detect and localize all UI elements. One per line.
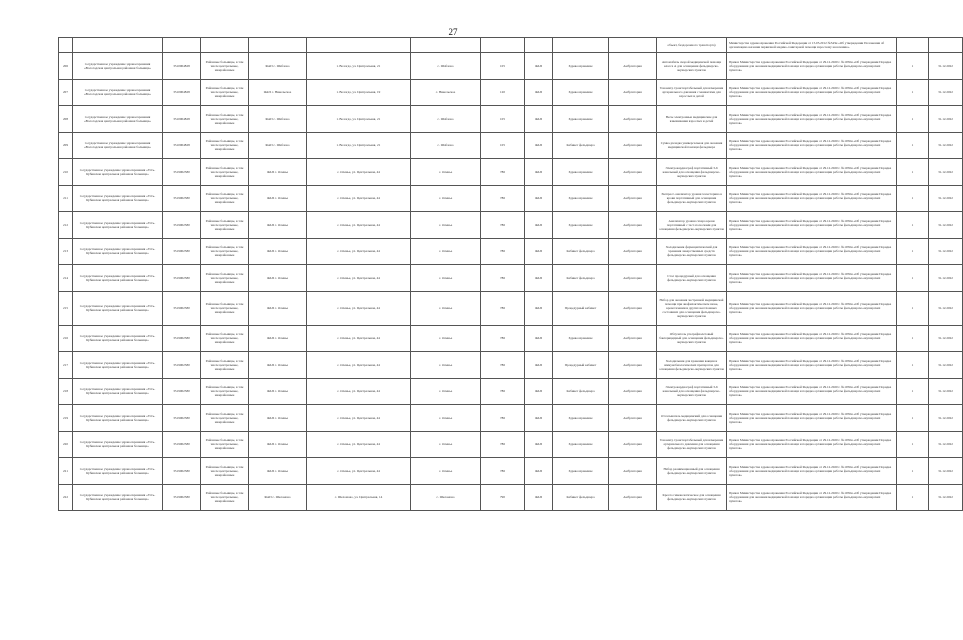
cell-address: с. Оленье, ул. Центральная, 44: [307, 185, 411, 212]
cell-settlement: с. Оленье: [411, 378, 481, 405]
table-row: [59, 106, 963, 133]
cell-date: 31.12.2022: [929, 265, 963, 292]
cell-law: Приказ Министерства здравоохранения Российской Федерации от 29.12.2020 г. №1056н «Об утверждении Порядка оборудования для оказания медицинской помощи и порядка организации работы фельдшерско-акушерских пунктов»: [727, 431, 897, 458]
cell-law: Приказ Министерства здравоохранения Российской Федерации от 29.12.2020 г. №1056н «Об утверждении Порядка оборудования для оказания медицинской помощи и порядка организации работы фельдшерско-акушерских пунктов»: [727, 458, 897, 485]
cell-quantity: 1: [897, 79, 929, 106]
cell-date: 31.12.2022: [929, 458, 963, 485]
cell-unit: ФАП с. Шеломово: [249, 484, 307, 511]
cell-inn: 3519002580: [163, 159, 201, 186]
table-row: [59, 325, 963, 352]
cell-inn: 3510004828: [163, 132, 201, 159]
cell-organization: государственное учреждение здравоохранения «Усть-Кубинская центральная районная больница»: [73, 159, 163, 186]
cell-kind: ФАП: [525, 132, 553, 159]
cell-population: 786: [481, 185, 525, 212]
cell-organization: государственное учреждение здравоохранения «Вологодская центральная районная больница»: [73, 132, 163, 159]
cell-unit: ФАП с. Оленье: [249, 291, 307, 325]
table-row: [59, 431, 963, 458]
cell-quantity: 1: [897, 352, 929, 379]
cell-organization: государственное учреждение здравоохранения «Усть-Кубинская центральная районная больница»: [73, 458, 163, 485]
cell-law: Приказ Министерства здравоохранения Российской Федерации от 29.12.2020 г. №1056н «Об утверждении Порядка оборудования для оказания медицинской помощи и порядка организации работы фельдшерско-акушерских пунктов»: [727, 132, 897, 159]
cell-organization: государственное учреждение здравоохранения «Усть-Кубинская центральная районная больница»: [73, 212, 163, 239]
cell-function: Амбулатория: [609, 325, 657, 352]
cell-address: г. Вологда, ул. Центральная, 19: [307, 79, 411, 106]
cell-category: Кабинет фельдшера: [553, 238, 609, 265]
cell-settlement: с. Оленье: [411, 159, 481, 186]
cell-category: Здравоохранение: [553, 405, 609, 432]
cell-type: Районные больницы, в том числе центральные, межрайонные: [201, 265, 249, 292]
table-row: [59, 79, 963, 106]
cell-function: Амбулатория: [609, 238, 657, 265]
cell-unit: ФАП с. Шаблово: [249, 53, 307, 80]
cell-category: Кабинет фельдшера: [553, 132, 609, 159]
cell-population: 786: [481, 325, 525, 352]
cell-number: 216: [59, 325, 73, 352]
cell-quantity: 1: [897, 405, 929, 432]
cell-kind: ФАП: [525, 378, 553, 405]
cell-function: Амбулатория: [609, 53, 657, 80]
cell-quantity: 1: [897, 53, 929, 80]
cell-type: Районные больницы, в том числе центральные, межрайонные: [201, 405, 249, 432]
cell-type: Районные больницы, в том числе центральные, межрайонные: [201, 79, 249, 106]
cell-kind: ФАП: [525, 212, 553, 239]
cell-address: г. Вологда, ул. Центральная, 21: [307, 53, 411, 80]
cell-type: Районные больницы, в том числе центральные, межрайонные: [201, 159, 249, 186]
cell-population: 786: [481, 159, 525, 186]
cell-category: Кабинет фельдшера: [553, 265, 609, 292]
cell-organization: государственное учреждение здравоохранения «Усть-Кубинская центральная районная больница»: [73, 265, 163, 292]
cell-type: Районные больницы, в том числе центральные, межрайонные: [201, 291, 249, 325]
cell-date: 31.12.2022: [929, 106, 963, 133]
cell-quantity: 1: [897, 159, 929, 186]
cell-date: 31.12.2022: [929, 378, 963, 405]
cell-number: 220: [59, 431, 73, 458]
cell-date: 31.12.2022: [929, 484, 963, 511]
cell-category: Процедурный кабинет: [553, 291, 609, 325]
table-row: [59, 405, 963, 432]
cell-date: 31.12.2022: [929, 238, 963, 265]
cell-organization: государственное учреждение здравоохранения «Усть-Кубинская центральная районная больница»: [73, 238, 163, 265]
cell-inn: 3519002580: [163, 291, 201, 325]
cell-unit: ФАП с. Оленье: [249, 238, 307, 265]
cell-number: 206: [59, 53, 73, 80]
cell-function: Амбулатория: [609, 212, 657, 239]
cell-inn: 3519002580: [163, 352, 201, 379]
cell-settlement: с. Оленье: [411, 291, 481, 325]
cell-address: с. Оленье, ул. Центральная, 44: [307, 405, 411, 432]
cell-organization: государственное учреждение здравоохранения «Усть-Кубинская центральная районная больница»: [73, 325, 163, 352]
cell-kind: ФАП: [525, 106, 553, 133]
page-number: 27: [448, 27, 458, 37]
cell-category: Здравоохранение: [553, 159, 609, 186]
cell-address: с. Оленье, ул. Центральная, 44: [307, 325, 411, 352]
cell-settlement: с. Никольское: [411, 79, 481, 106]
cell-population: 786: [481, 291, 525, 325]
table-row: [59, 132, 963, 159]
cell-organization: государственное учреждение здравоохранения «Усть-Кубинская центральная районная больница»: [73, 405, 163, 432]
cell-address: с. Оленье, ул. Центральная, 44: [307, 238, 411, 265]
cell-inn: 3510004828: [163, 106, 201, 133]
cell-inn: 3510004828: [163, 79, 201, 106]
cell-number: 207: [59, 79, 73, 106]
cell-type: Районные больницы, в том числе центральные, межрайонные: [201, 106, 249, 133]
cell-address: с. Оленье, ул. Центральная, 44: [307, 378, 411, 405]
cell-law: Министерства здравоохранения Российской Федерации от 15.05.2012 №543н «Об утверждении Положения об организации оказания первичной медико-санитарной помощи взрослому населению»: [727, 38, 897, 53]
cell-unit: ФАП с. Оленье: [249, 352, 307, 379]
cell-kind: ФАП: [525, 405, 553, 432]
table-row: [59, 484, 963, 511]
registry-table: [58, 37, 963, 511]
cell-inn: 3519002580: [163, 238, 201, 265]
cell-type: Районные больницы, в том числе центральные, межрайонные: [201, 185, 249, 212]
cell-item: Холодильник фармацевтический для хранения лекарственных средств фельдшерско-акушерских пунктов: [657, 238, 727, 265]
cell-address: с. Оленье, ул. Центральная, 44: [307, 265, 411, 292]
cell-date: 31.12.2022: [929, 79, 963, 106]
cell-population: 120: [481, 79, 525, 106]
cell-number: 214: [59, 265, 73, 292]
cell-number: 217: [59, 352, 73, 379]
cell-item: Кресло гинекологическое для оснащения фельдшерско-акушерских пунктов: [657, 484, 727, 511]
cell-law: Приказ Министерства здравоохранения Российской Федерации от 29.12.2020 г. №1056н «Об утверждении Порядка оборудования для оказания медицинской помощи и порядка организации работы фельдшерско-акушерских пунктов»: [727, 185, 897, 212]
cell-date: 31.12.2022: [929, 431, 963, 458]
cell-law: Приказ Министерства здравоохранения Российской Федерации от 29.12.2020 г. №1056н «Об утверждении Порядка оборудования для оказания медицинской помощи и порядка организации работы фельдшерско-акушерских пунктов»: [727, 79, 897, 106]
cell-unit: ФАП с. Оленье: [249, 431, 307, 458]
cell-type: Районные больницы, в том числе центральные, межрайонные: [201, 53, 249, 80]
table-row: [59, 265, 963, 292]
cell-item: Отсасыватель медицинский для оснащения фельдшерско-акушерских пунктов: [657, 405, 727, 432]
cell-type: Районные больницы, в том числе центральные, межрайонные: [201, 325, 249, 352]
cell-function: Амбулатория: [609, 159, 657, 186]
cell-quantity: 1: [897, 106, 929, 133]
cell-law: Приказ Министерства здравоохранения Российской Федерации от 29.12.2020 г. №1056н «Об утверждении Порядка оборудования для оказания медицинской помощи и порядка организации работы фельдшерско-акушерских пунктов»: [727, 265, 897, 292]
cell-quantity: 1: [897, 458, 929, 485]
cell-unit: ФАП с. Оленье: [249, 159, 307, 186]
cell-law: Приказ Министерства здравоохранения Российской Федерации от 29.12.2020 г. №1056н «Об утверждении Порядка оборудования для оказания медицинской помощи и порядка организации работы фельдшерско-акушерских пунктов»: [727, 378, 897, 405]
cell-item: Электрокардиограф портативный 3-6 канальный для оснащения фельдшерско-акушерских пунктов: [657, 378, 727, 405]
cell-address: с. Шеломово, ул. Центральная, 14: [307, 484, 411, 511]
cell-category: Здравоохранение: [553, 431, 609, 458]
cell-category: Здравоохранение: [553, 325, 609, 352]
cell-organization: государственное учреждение здравоохранения «Усть-Кубинская центральная районная больница»: [73, 484, 163, 511]
cell-item: Набор реанимационный для оснащения фельдшерско-акушерских пунктов: [657, 458, 727, 485]
cell-inn: 3519002580: [163, 405, 201, 432]
cell-unit: ФАП с. Оленье: [249, 378, 307, 405]
cell-date: 31.12.2022: [929, 352, 963, 379]
cell-unit: ФАП с. Шаблово: [249, 106, 307, 133]
cell-organization: государственное учреждение здравоохранения «Усть-Кубинская центральная районная больница»: [73, 378, 163, 405]
cell-kind: ФАП: [525, 431, 553, 458]
cell-organization: государственное учреждение здравоохранения «Усть-Кубинская центральная районная больница»: [73, 291, 163, 325]
cell-function: Амбулатория: [609, 185, 657, 212]
table-row: [59, 53, 963, 80]
cell-organization: государственное учреждение здравоохранения «Вологодская центральная районная больница»: [73, 53, 163, 80]
cell-date: 31.12.2022: [929, 325, 963, 352]
cell-law: Приказ Министерства здравоохранения Российской Федерации от 29.12.2020 г. №1056н «Об утверждении Порядка оборудования для оказания медицинской помощи и порядка организации работы фельдшерско-акушерских пунктов»: [727, 291, 897, 325]
cell-date: 31.12.2022: [929, 291, 963, 325]
cell-quantity: 1: [897, 185, 929, 212]
cell-organization: государственное учреждение здравоохранения «Усть-Кубинская центральная районная больница»: [73, 185, 163, 212]
cell-category: Здравоохранение: [553, 106, 609, 133]
cell-address: г. Вологда, ул. Центральная, 21: [307, 106, 411, 133]
cell-date: 31.12.2022: [929, 405, 963, 432]
cell-category: Кабинет фельдшера: [553, 484, 609, 511]
cell-date: 31.12.2022: [929, 132, 963, 159]
cell-category: Здравоохранение: [553, 185, 609, 212]
cell-unit: ФАП с. Шаблово: [249, 132, 307, 159]
cell-settlement: с. Шаблово: [411, 106, 481, 133]
table-row: [59, 458, 963, 485]
cell-type: Районные больницы, в том числе центральные, межрайонные: [201, 431, 249, 458]
cell-inn: 3519002580: [163, 212, 201, 239]
cell-unit: ФАП с. Оленье: [249, 265, 307, 292]
cell-unit: ФАП с. Оленье: [249, 185, 307, 212]
cell-number: 218: [59, 378, 73, 405]
cell-number: 222: [59, 484, 73, 511]
cell-law: Приказ Министерства здравоохранения Российской Федерации от 29.12.2020 г. №1056н «Об утверждении Порядка оборудования для оказания медицинской помощи и порядка организации работы фельдшерско-акушерских пунктов»: [727, 405, 897, 432]
cell-function: Амбулатория: [609, 79, 657, 106]
cell-type: Районные больницы, в том числе центральные, межрайонные: [201, 212, 249, 239]
cell-type: Районные больницы, в том числе центральные, межрайонные: [201, 484, 249, 511]
cell-kind: ФАП: [525, 291, 553, 325]
cell-population: 786: [481, 378, 525, 405]
cell-settlement: с. Оленье: [411, 325, 481, 352]
cell-organization: государственное учреждение здравоохранения «Вологодская центральная районная больница»: [73, 106, 163, 133]
table-row: [59, 291, 963, 325]
cell-function: Амбулатория: [609, 431, 657, 458]
cell-unit: ФАП с. Оленье: [249, 405, 307, 432]
cell-function: Амбулатория: [609, 291, 657, 325]
cell-address: с. Оленье, ул. Центральная, 44: [307, 458, 411, 485]
cell-organization: государственное учреждение здравоохранения «Усть-Кубинская центральная районная больница»: [73, 431, 163, 458]
cell-settlement: с. Оленье: [411, 458, 481, 485]
cell-quantity: 1: [897, 238, 929, 265]
cell-population: 786: [481, 458, 525, 485]
cell-settlement: с. Оленье: [411, 405, 481, 432]
cell-inn: 3519002580: [163, 185, 201, 212]
cell-quantity: 1: [897, 212, 929, 239]
cell-category: Здравоохранение: [553, 79, 609, 106]
cell-kind: ФАП: [525, 458, 553, 485]
cell-date: 31.12.2022: [929, 185, 963, 212]
cell-address: с. Оленье, ул. Центральная, 44: [307, 159, 411, 186]
cell-population: 786: [481, 431, 525, 458]
cell-function: Амбулатория: [609, 352, 657, 379]
cell-settlement: с. Оленье: [411, 352, 481, 379]
cell-organization: государственное учреждение здравоохранения «Усть-Кубинская центральная районная больница»: [73, 352, 163, 379]
cell-inn: 3519002580: [163, 484, 201, 511]
cell-settlement: с. Шеломово: [411, 484, 481, 511]
cell-quantity: 1: [897, 431, 929, 458]
cell-item: Тонометр транспортабельный для измерения артериального давления для оснащения фельдшерско-акушерских пунктов: [657, 431, 727, 458]
cell-law: Приказ Министерства здравоохранения Российской Федерации от 29.12.2020 г. №1056н «Об утверждении Порядка оборудования для оказания медицинской помощи и порядка организации работы фельдшерско-акушерских пунктов»: [727, 352, 897, 379]
cell-population: 105: [481, 53, 525, 80]
cell-quantity: 1: [897, 132, 929, 159]
cell-unit: ФАП с. Оленье: [249, 212, 307, 239]
cell-kind: ФАП: [525, 265, 553, 292]
cell-settlement: с. Оленье: [411, 212, 481, 239]
cell-kind: ФАП: [525, 325, 553, 352]
cell-category: Здравоохранение: [553, 53, 609, 80]
cell-item: Электрокардиограф портативный 3-6 канальный для оснащения фельдшерско-акушерских пунктов: [657, 159, 727, 186]
cell-law: Приказ Министерства здравоохранения Российской Федерации от 29.12.2020 г. №1056н «Об утверждении Порядка оборудования для оказания медицинской помощи и порядка организации работы фельдшерско-акушерских пунктов»: [727, 53, 897, 80]
cell-item: объект, бездорожного транспорта): [657, 38, 727, 53]
cell-population: 786: [481, 352, 525, 379]
table-row: [59, 38, 963, 53]
cell-function: Амбулатория: [609, 132, 657, 159]
cell-number: 208: [59, 106, 73, 133]
cell-date: 31.12.2022: [929, 212, 963, 239]
cell-population: 786: [481, 405, 525, 432]
cell-kind: ФАП: [525, 352, 553, 379]
table-row: [59, 212, 963, 239]
cell-inn: 3519002580: [163, 458, 201, 485]
cell-number: 213: [59, 238, 73, 265]
cell-number: 209: [59, 132, 73, 159]
cell-quantity: 1: [897, 291, 929, 325]
cell-number: 219: [59, 405, 73, 432]
cell-function: Амбулатория: [609, 378, 657, 405]
cell-settlement: с. Шаблово: [411, 132, 481, 159]
cell-item: Анализатор уровня сахара крови портативный с тест-полосками для оснащения фельдшерско-акушерских пунктов: [657, 212, 727, 239]
cell-settlement: с. Оленье: [411, 185, 481, 212]
cell-settlement: с. Оленье: [411, 265, 481, 292]
cell-item: Облучатель ультрафиолетовый бактерицидный для оснащения фельдшерско-акушерских пунктов: [657, 325, 727, 352]
cell-address: г. Вологда, ул. Центральная, 21: [307, 132, 411, 159]
cell-address: с. Оленье, ул. Центральная, 44: [307, 291, 411, 325]
cell-item: Сумка-укладка универсальная для оказания медицинской помощи фельдшера: [657, 132, 727, 159]
cell-inn: 3519002580: [163, 325, 201, 352]
cell-address: с. Оленье, ул. Центральная, 44: [307, 212, 411, 239]
cell-number: 221: [59, 458, 73, 485]
table-row: [59, 159, 963, 186]
cell-inn: 3510004828: [163, 53, 201, 80]
cell-organization: государственное учреждение здравоохранения «Вологодская центральная районная больница»: [73, 79, 163, 106]
cell-number: 212: [59, 212, 73, 239]
cell-kind: ФАП: [525, 484, 553, 511]
cell-type: Районные больницы, в том числе центральные, межрайонные: [201, 132, 249, 159]
cell-quantity: 1: [897, 325, 929, 352]
cell-inn: 3519002580: [163, 378, 201, 405]
cell-population: 786: [481, 212, 525, 239]
cell-settlement: с. Оленье: [411, 431, 481, 458]
cell-number: 215: [59, 291, 73, 325]
cell-category: Кабинет фельдшера: [553, 378, 609, 405]
cell-law: Приказ Министерства здравоохранения Российской Федерации от 29.12.2020 г. №1056н «Об утверждении Порядка оборудования для оказания медицинской помощи и порядка организации работы фельдшерско-акушерских пунктов»: [727, 484, 897, 511]
cell-item: Тонометр транспортабельный для измерения артериального давления с манжетами для взрослых и детей: [657, 79, 727, 106]
cell-unit: ФАП с. Никольское: [249, 79, 307, 106]
cell-settlement: с. Оленье: [411, 238, 481, 265]
cell-category: Здравоохранение: [553, 212, 609, 239]
table-row: [59, 352, 963, 379]
cell-number: 210: [59, 159, 73, 186]
cell-population: 786: [481, 238, 525, 265]
cell-quantity: 1: [897, 265, 929, 292]
cell-unit: ФАП с. Оленье: [249, 325, 307, 352]
cell-inn: 3519002580: [163, 431, 201, 458]
cell-kind: ФАП: [525, 238, 553, 265]
cell-function: Амбулатория: [609, 484, 657, 511]
cell-kind: ФАП: [525, 53, 553, 80]
cell-type: Районные больницы, в том числе центральные, межрайонные: [201, 352, 249, 379]
cell-law: Приказ Министерства здравоохранения Российской Федерации от 29.12.2020 г. №1056н «Об утверждении Порядка оборудования для оказания медицинской помощи и порядка организации работы фельдшерско-акушерских пунктов»: [727, 238, 897, 265]
cell-law: Приказ Министерства здравоохранения Российской Федерации от 29.12.2020 г. №1056н «Об утверждении Порядка оборудования для оказания медицинской помощи и порядка организации работы фельдшерско-акушерских пунктов»: [727, 159, 897, 186]
cell-function: Амбулатория: [609, 405, 657, 432]
cell-item: Автомобиль скорой медицинской помощи класса А для оснащения фельдшерско-акушерских пунктов: [657, 53, 727, 80]
cell-kind: ФАП: [525, 79, 553, 106]
cell-address: с. Оленье, ул. Центральная, 44: [307, 431, 411, 458]
cell-type: Районные больницы, в том числе центральные, межрайонные: [201, 458, 249, 485]
cell-address: с. Оленье, ул. Центральная, 44: [307, 352, 411, 379]
cell-item: Стол процедурный для оснащения фельдшерско-акушерских пунктов: [657, 265, 727, 292]
cell-category: Здравоохранение: [553, 458, 609, 485]
cell-population: 105: [481, 132, 525, 159]
cell-function: Амбулатория: [609, 106, 657, 133]
cell-item: Весы электронные медицинские для взвешивания взрослых и детей: [657, 106, 727, 133]
cell-date: 31.12.2022: [929, 159, 963, 186]
cell-type: Районные больницы, в том числе центральные, межрайонные: [201, 378, 249, 405]
cell-population: 786: [481, 265, 525, 292]
cell-inn: 3519002580: [163, 265, 201, 292]
cell-item: Холодильник для хранения вакцин и иммунобиологических препаратов для оснащения фельдшерско-акушерских пунктов: [657, 352, 727, 379]
cell-function: Амбулатория: [609, 265, 657, 292]
cell-law: Приказ Министерства здравоохранения Российской Федерации от 29.12.2020 г. №1056н «Об утверждении Порядка оборудования для оказания медицинской помощи и порядка организации работы фельдшерско-акушерских пунктов»: [727, 106, 897, 133]
cell-law: Приказ Министерства здравоохранения Российской Федерации от 29.12.2020 г. №1056н «Об утверждении Порядка оборудования для оказания медицинской помощи и порядка организации работы фельдшерско-акушерских пунктов»: [727, 212, 897, 239]
cell-category: Процедурный кабинет: [553, 352, 609, 379]
cell-function: Амбулатория: [609, 458, 657, 485]
cell-item: Набор для оказания экстренной медицинской помощи при анафилактическом шоке, кровотечении и других неотложных состояниях для оснащения фельдшерско-акушерских пунктов: [657, 291, 727, 325]
cell-quantity: 1: [897, 484, 929, 511]
cell-item: Экспресс-анализатор уровня холестерина в крови портативный для оснащения фельдшерско-акушерских пунктов: [657, 185, 727, 212]
table-row: [59, 185, 963, 212]
cell-unit: ФАП с. Оленье: [249, 458, 307, 485]
cell-population: 105: [481, 106, 525, 133]
registry-rows: [59, 38, 963, 511]
cell-population: 790: [481, 484, 525, 511]
cell-kind: ФАП: [525, 185, 553, 212]
table-row: [59, 378, 963, 405]
cell-number: 211: [59, 185, 73, 212]
cell-kind: ФАП: [525, 159, 553, 186]
cell-type: Районные больницы, в том числе центральные, межрайонные: [201, 238, 249, 265]
cell-law: Приказ Министерства здравоохранения Российской Федерации от 29.12.2020 г. №1056н «Об утверждении Порядка оборудования для оказания медицинской помощи и порядка организации работы фельдшерско-акушерских пунктов»: [727, 325, 897, 352]
cell-settlement: с. Шаблово: [411, 53, 481, 80]
cell-date: 31.12.2022: [929, 53, 963, 80]
table-row: [59, 238, 963, 265]
cell-quantity: 1: [897, 378, 929, 405]
